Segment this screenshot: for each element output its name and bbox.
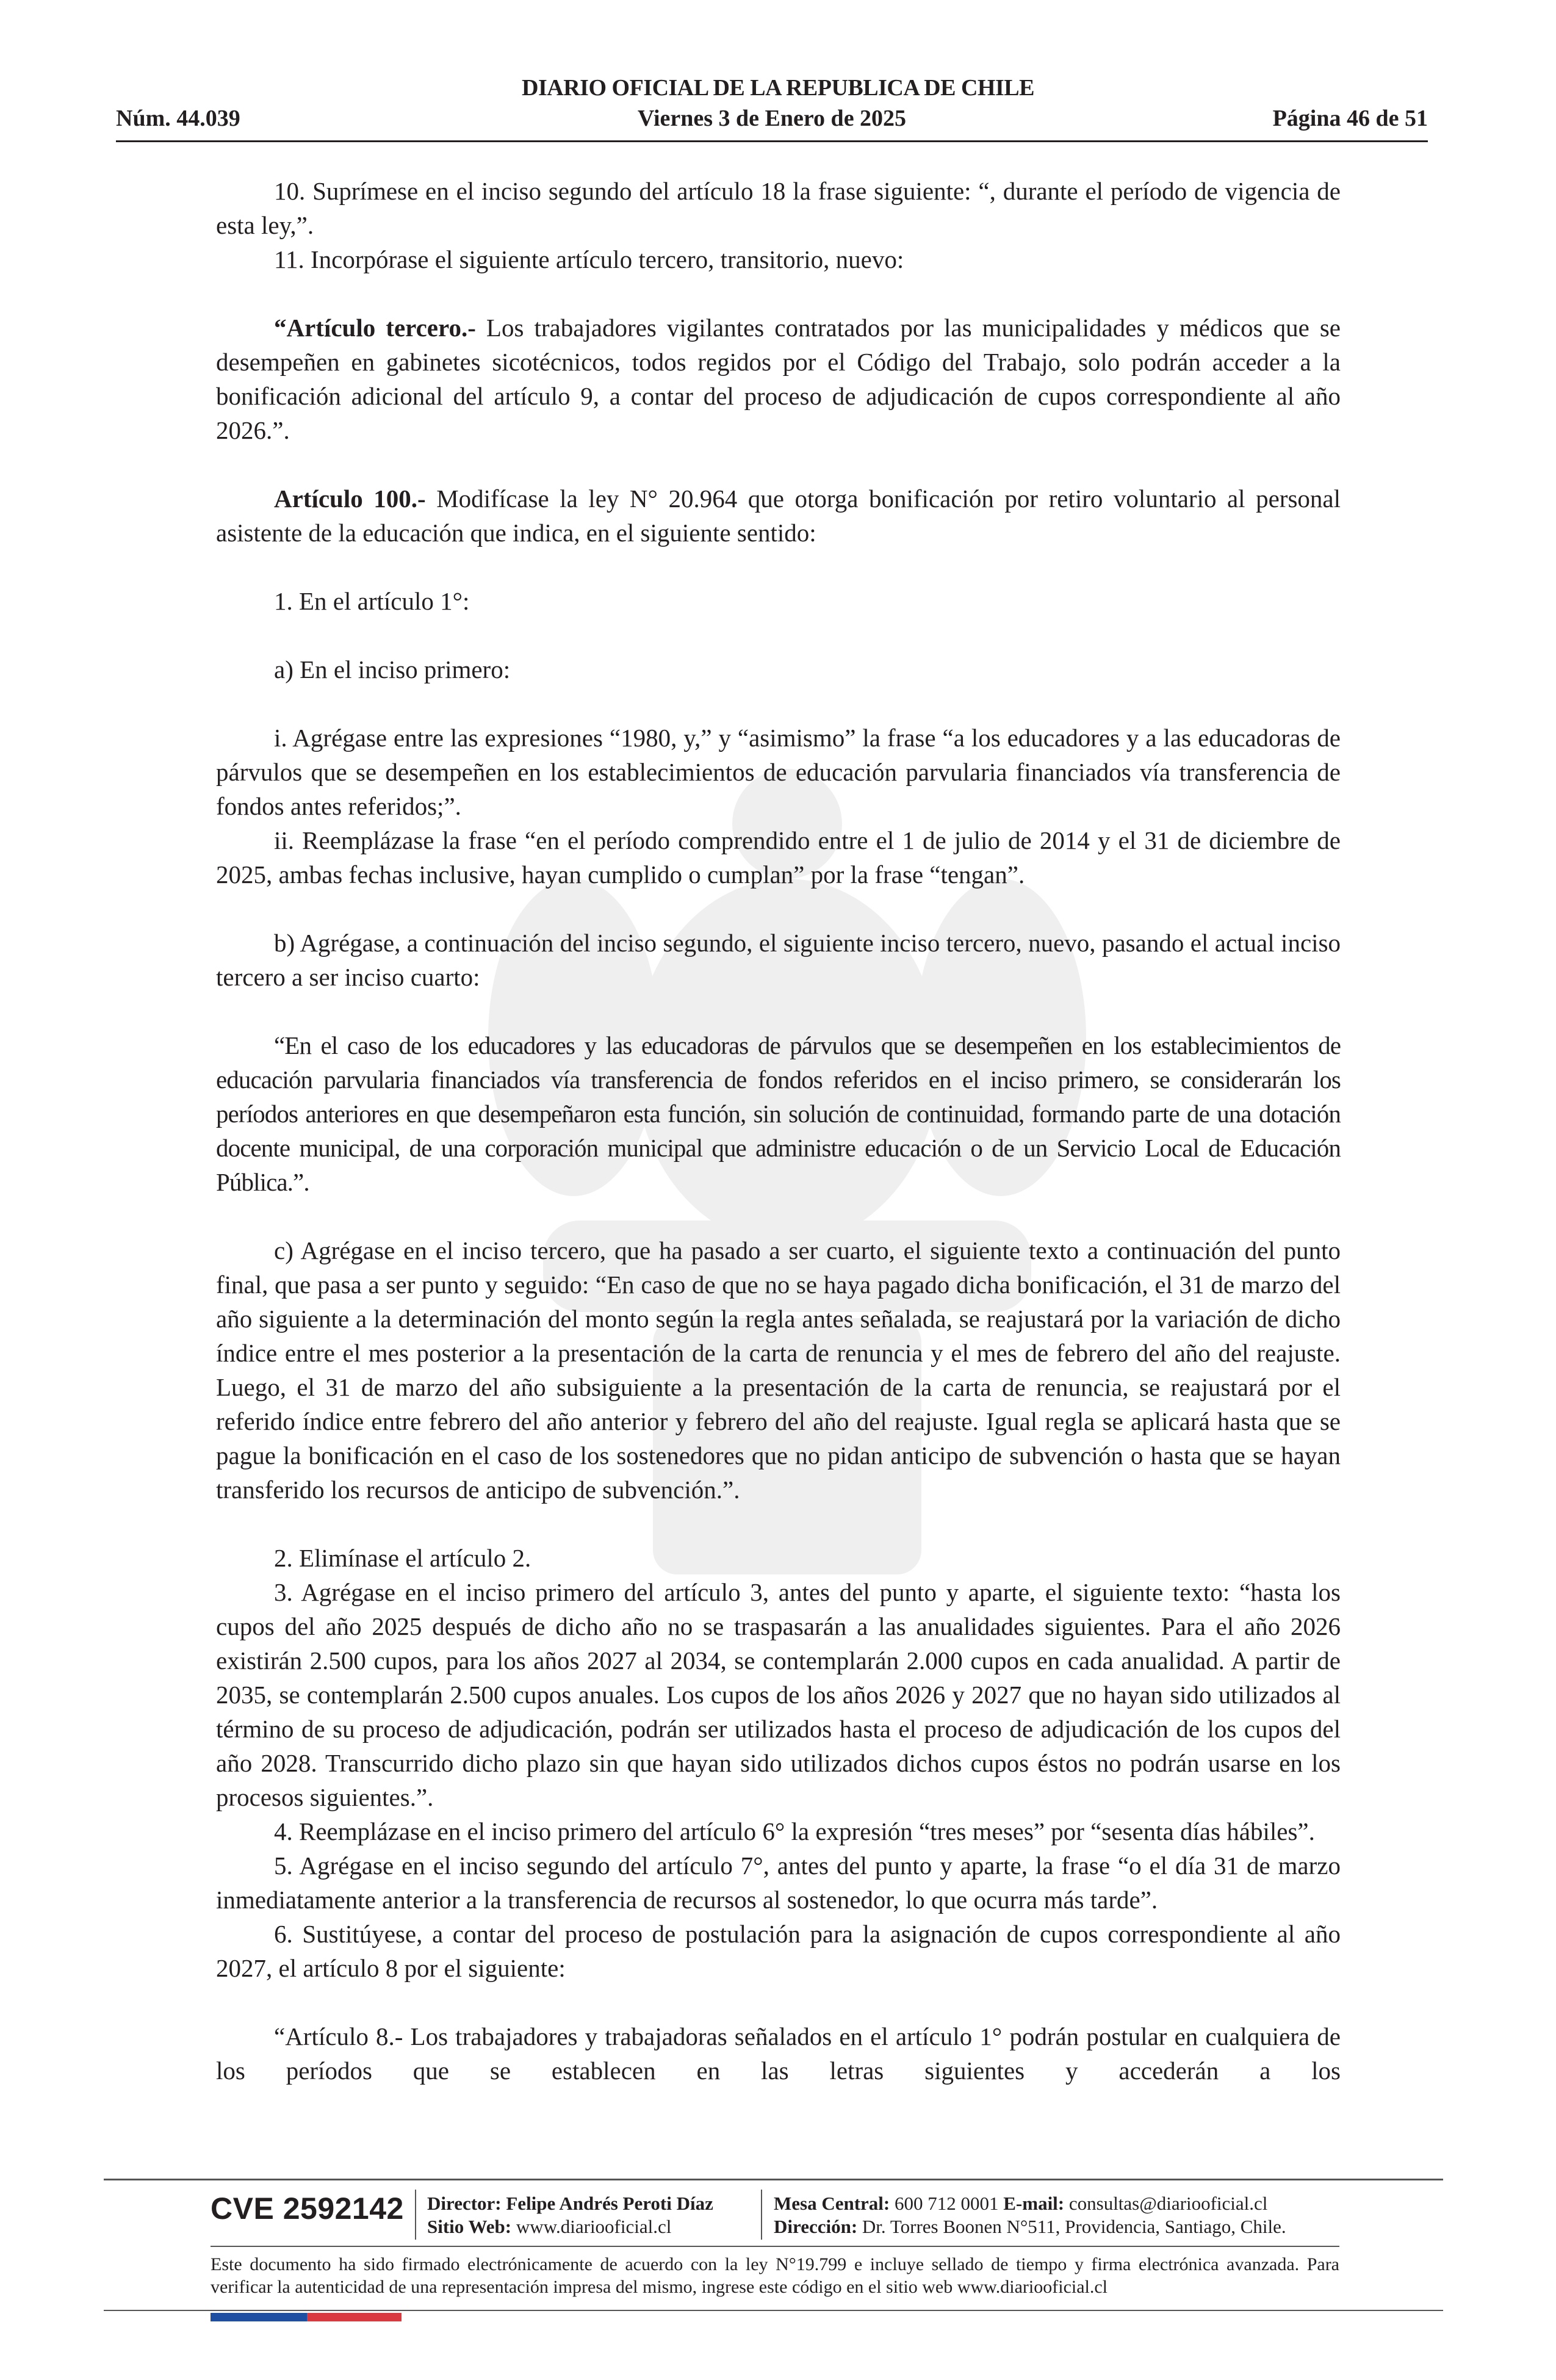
- paragraph: i. Agrégase entre las expresiones “1980, y,” y “asimismo” la frase “a los educadores y a las educadoras de párvulos que se desempeñen en los establecimientos de educación parvularia financiados vía transferencia de fondos antes referidos;”.: [216, 724, 1341, 820]
- paragraph: 2. Elimínase el artículo 2.: [274, 1544, 531, 1572]
- footer-contact-block: [774, 2192, 1286, 2238]
- contact-line: [774, 2192, 1286, 2215]
- page-indicator: Página 46 de 51: [1272, 106, 1428, 131]
- paragraph-text: Modifícase la ley N° 20.964 que otorga bonificación por retiro voluntario al personal asistente de la educación que indica, en el siguiente sentido:: [216, 485, 1341, 547]
- director-label: Director:: [427, 2193, 502, 2214]
- header-divider: [116, 140, 1428, 142]
- footer-separator: [761, 2190, 762, 2240]
- address-value: Dr. Torres Boonen N°511, Providencia, Santiago, Chile.: [862, 2216, 1286, 2237]
- footer-divider: [104, 2179, 1443, 2180]
- cve-code: CVE 2592142: [211, 2191, 404, 2226]
- document-body: [216, 174, 1341, 2088]
- address-label: Dirección:: [774, 2216, 858, 2237]
- issue-number: Núm. 44.039: [116, 106, 240, 131]
- paragraph: c) Agrégase en el inciso tercero, que ha pasado a ser cuarto, el siguiente texto a continuación del punto final, que pasa a ser punto y seguido: “En caso de que no se haya pagado dicha bonificación, el 31 de marzo del año siguiente a la determinación del monto según la regla antes señalada, se reajustará por la variación de dicho índice entre el mes posterior a la presentación de la carta de renuncia y el mes de febrero del año del reajuste. Luego, el 31 de marzo del año subsiguiente a la presentación de la carta de renuncia, se reajustará por el referido índice entre febrero del año anterior y febrero del año del reajuste. Igual regla se aplicará hasta que se pague la bonificación en el caso de los sostenedores que no pidan anticipo de subvención o hasta que se hayan transferido los recursos de anticipo de subvención.”.: [216, 1236, 1341, 1504]
- director-name: Felipe Andrés Peroti Díaz: [506, 2193, 713, 2214]
- email-link[interactable]: consultas@diariooficial.cl: [1068, 2193, 1268, 2214]
- header-row: [116, 105, 1428, 135]
- email-label: E-mail:: [1003, 2193, 1065, 2214]
- paragraph: 10. Suprímese en el inciso segundo del artículo 18 la frase siguiente: “, durante el período de vigencia de esta ley,”.: [216, 177, 1341, 239]
- newspaper-title: DIARIO OFICIAL DE LA REPUBLICA DE CHILE: [522, 75, 1034, 101]
- mesa-label: Mesa Central:: [774, 2193, 890, 2214]
- signature-notice: Este documento ha sido firmado electrónicamente de acuerdo con la ley N°19.799 e incluye sellado de tiempo y firma electrónica avanzada. Para verificar la autenticidad de una representación impresa del mismo, ingrese este código en el sitio web www.diariooficial.cl: [211, 2254, 1339, 2297]
- paragraph: 4. Reemplázase en el inciso primero del artículo 6° la expresión “tres meses” por “sesenta días hábiles”.: [274, 1817, 1315, 1845]
- mesa-phone: 600 712 0001: [895, 2193, 999, 2214]
- paragraph: [216, 481, 1341, 550]
- paragraph: 1. En el artículo 1°:: [274, 587, 470, 615]
- website-line: [427, 2215, 713, 2238]
- issue-date: Viernes 3 de Enero de 2025: [637, 106, 907, 131]
- paragraph: 3. Agrégase en el inciso primero del artículo 3, antes del punto y aparte, el siguiente texto: “hasta los cupos del año 2025 después de dicho año no se traspasarán a las anualidades siguientes. Para el año 2026 existirán 2.500 cupos, para los años 2027 al 2034, se contemplarán 2.000 cupos en cada anualidad. A partir de 2035, se contemplarán 2.500 cupos anuales. Los cupos de los años 2026 y 2027 que no hayan sido utilizados al término de su proceso de adjudicación, podrán ser utilizados hasta el proceso de adjudicación de los cupos del año 2028. Transcurrido dicho plazo sin que hayan sido utilizados dichos cupos éstos no podrán usarse en los procesos siguientes.”.: [216, 1578, 1341, 1811]
- flag-stripe-red: [307, 2313, 402, 2321]
- website-label: Sitio Web:: [427, 2216, 512, 2237]
- paragraph: 6. Sustitúyese, a contar del proceso de postulación para la asignación de cupos correspondiente al año 2027, el artículo 8 por el siguiente:: [216, 1920, 1341, 1982]
- paragraph: ii. Reemplázase la frase “en el período comprendido entre el 1 de julio de 2014 y el 31 de diciembre de 2025, ambas fechas inclusive, hayan cumplido o cumplan” por la frase “tengan”.: [216, 826, 1341, 889]
- paragraph: 5. Agrégase en el inciso segundo del artículo 7°, antes del punto y aparte, la frase “o el día 31 de marzo inmediatamente anterior a la transferencia de recursos al sostenedor, lo que ocurra más tarde”.: [216, 1852, 1341, 1914]
- paragraph: 11. Incorpórase el siguiente artículo tercero, transitorio, nuevo:: [274, 245, 904, 273]
- article-heading: Artículo 100.-: [274, 485, 426, 513]
- paragraph: b) Agrégase, a continuación del inciso segundo, el siguiente inciso tercero, nuevo, pasando el actual inciso tercero a ser inciso cuarto:: [216, 929, 1341, 991]
- paragraph-text: Los trabajadores vigilantes contratados por las municipalidades y médicos que se desempeñen en gabinetes sicotécnicos, todos regidos por el Código del Trabajo, solo podrán acceder a la bonificación adicional del artículo 9, a contar del proceso de adjudicación de cupos correspondiente al año 2026.”.: [216, 314, 1341, 444]
- director-line: [427, 2192, 713, 2215]
- footer-director-block: [427, 2192, 713, 2238]
- footer-divider: [104, 2310, 1443, 2311]
- paragraph: “En el caso de los educadores y las educadoras de párvulos que se desempeñen en los establecimientos de educación parvularia financiados vía transferencia de fondos referidos en el inciso primero, se considerarán los períodos anteriores en que desempeñaron esta función, sin solución de continuidad, formando parte de una dotación docente municipal, de una corporación municipal que administre educación o de un Servicio Local de Educación Pública.”.: [216, 1031, 1341, 1196]
- paragraph: a) En el inciso primero:: [274, 655, 511, 683]
- flag-stripe-blue: [211, 2313, 307, 2321]
- footer-divider: [211, 2246, 1339, 2247]
- website-link[interactable]: www.diariooficial.cl: [516, 2216, 672, 2237]
- paragraph: “Artículo 8.- Los trabajadores y trabajadoras señalados en el artículo 1° podrán postular en cualquiera de los períodos que se establecen en las letras siguientes y accederán a los: [216, 2022, 1341, 2085]
- article-heading: “Artículo tercero.-: [274, 314, 476, 342]
- paragraph: [216, 311, 1341, 447]
- address-line: [774, 2215, 1286, 2238]
- footer-separator: [415, 2190, 416, 2240]
